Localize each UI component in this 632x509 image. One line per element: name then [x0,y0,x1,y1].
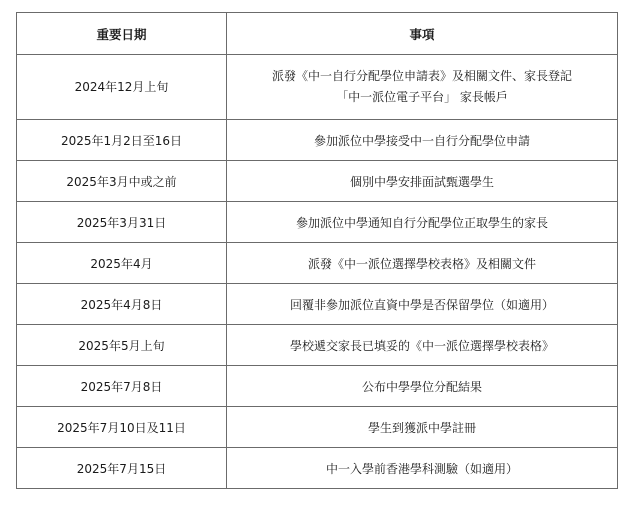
table-row [17,120,618,161]
table-row [17,366,618,407]
table-row [17,325,618,366]
item-cell-line: 「中一派位電子平台」 家長帳戶 [336,90,508,104]
date-cell: 2025年3月31日 [17,202,227,243]
item-cell: 公布中學學位分配結果 [227,366,618,407]
item-cell: 參加派位中學通知自行分配學位正取學生的家長 [227,202,618,243]
date-cell: 2025年3月中或之前 [17,161,227,202]
table-row [17,161,618,202]
item-cell-line: 派發《中一自行分配學位申請表》及相關文件、家長登記 [271,69,572,83]
table-row [17,448,618,489]
date-cell: 2025年4月 [17,243,227,284]
date-cell: 2025年1月2日至16日 [17,120,227,161]
item-cell: 派發《中一派位選擇學校表格》及相關文件 [227,243,618,284]
table-row [17,407,618,448]
item-cell: 學校遞交家長已填妥的《中一派位選擇學校表格》 [227,325,618,366]
table-header-row [17,13,618,55]
table-row [17,202,618,243]
item-cell: 學生到獲派中學註冊 [227,407,618,448]
schedule-table [16,12,618,489]
table-row [17,243,618,284]
table-row [17,55,618,120]
date-cell: 2024年12月上旬 [17,55,227,120]
date-cell: 2025年7月8日 [17,366,227,407]
item-cell: 回覆非參加派位直資中學是否保留學位（如適用） [227,284,618,325]
item-cell: 參加派位中學接受中一自行分配學位申請 [227,120,618,161]
item-cell [227,55,618,120]
date-cell: 2025年4月8日 [17,284,227,325]
item-cell: 個別中學安排面試甄選學生 [227,161,618,202]
date-cell: 2025年5月上旬 [17,325,227,366]
header-item: 事項 [227,13,618,55]
table-row [17,284,618,325]
header-date: 重要日期 [17,13,227,55]
date-cell: 2025年7月10日及11日 [17,407,227,448]
date-cell: 2025年7月15日 [17,448,227,489]
item-cell: 中一入學前香港學科測驗（如適用） [227,448,618,489]
